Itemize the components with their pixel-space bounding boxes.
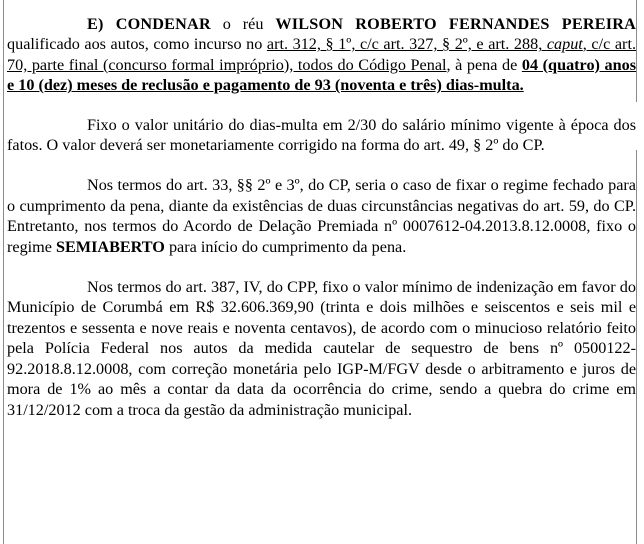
condemnation-heading: E) CONDENAR <box>87 15 211 33</box>
page-edge-left <box>3 0 4 544</box>
sentence-penalty: 04 (quatro) anos e 10 (dez) meses de reclusão e pagamento de 93 (noventa e três) dias-multa. <box>7 55 636 95</box>
page-edge-right-top <box>636 0 637 102</box>
text-span: o réu <box>210 15 276 33</box>
legal-articles-part: , c/c art. 70, parte final (concurso formal impróprio), todos do Código Penal <box>7 35 636 74</box>
paragraph-fine-value: Fixo o valor unitário do dias-multa em 2/30 do salário mínimo vigente à época dos fatos. O valor deverá ser monetariamente corrigido na forma do art. 49, § 2º do CP. <box>7 115 636 155</box>
paragraph-indemnity: Nos termos do art. 387, IV, do CPP, fixo o valor mínimo de indenização em favor do Município de Corumbá em R$ 32.606.369,90 (trinta e dois milhões e seiscentos e seis mil e trezentos e sessenta e nove reais e noventa centavos), de acordo com o minucioso relatório feito pela Polícia Federal nos autos da medida cautelar de sequestro de bens nº 0500122-92.2018.8.12.0008, com correção monetária pelo IGP-M/FGV desde o arbitramento e juros de mora de 1% ao mês a contar da data da ocorrência do crime, sendo a quebra do crime em 31/12/2012 com a troca da gestão da administração municipal. <box>7 278 636 419</box>
paragraph-regime <box>7 175 636 257</box>
legal-articles-part: art. 312, § 1º, c/c art. 327, § 2º, e art. 288, <box>266 35 547 54</box>
paragraph-sentence <box>7 14 636 96</box>
text-span: para início do cumprimento da pena. <box>164 237 407 256</box>
text-span: , à pena de <box>446 55 522 74</box>
text-span: Nos termos do art. 33, §§ 2º e 3º, do CP, seria o caso de fixar o regime fechado para o cumprimento da pena, diante da existências de duas circunstâncias negativas do art. 59, do CP. Entretanto, nos termos do Acordo de Delação Premiada nº 0007612-04.2013.8.12.0008, fixo o regime <box>7 176 636 256</box>
text-span: qualificado aos autos, como incurso no <box>7 35 267 54</box>
regime-name: SEMIABERTO <box>56 237 165 256</box>
defendant-name: WILSON ROBERTO FERNANDES PEREIRA <box>275 15 636 33</box>
caput-term: caput <box>546 35 583 54</box>
page-edge-right-bottom <box>636 150 637 544</box>
